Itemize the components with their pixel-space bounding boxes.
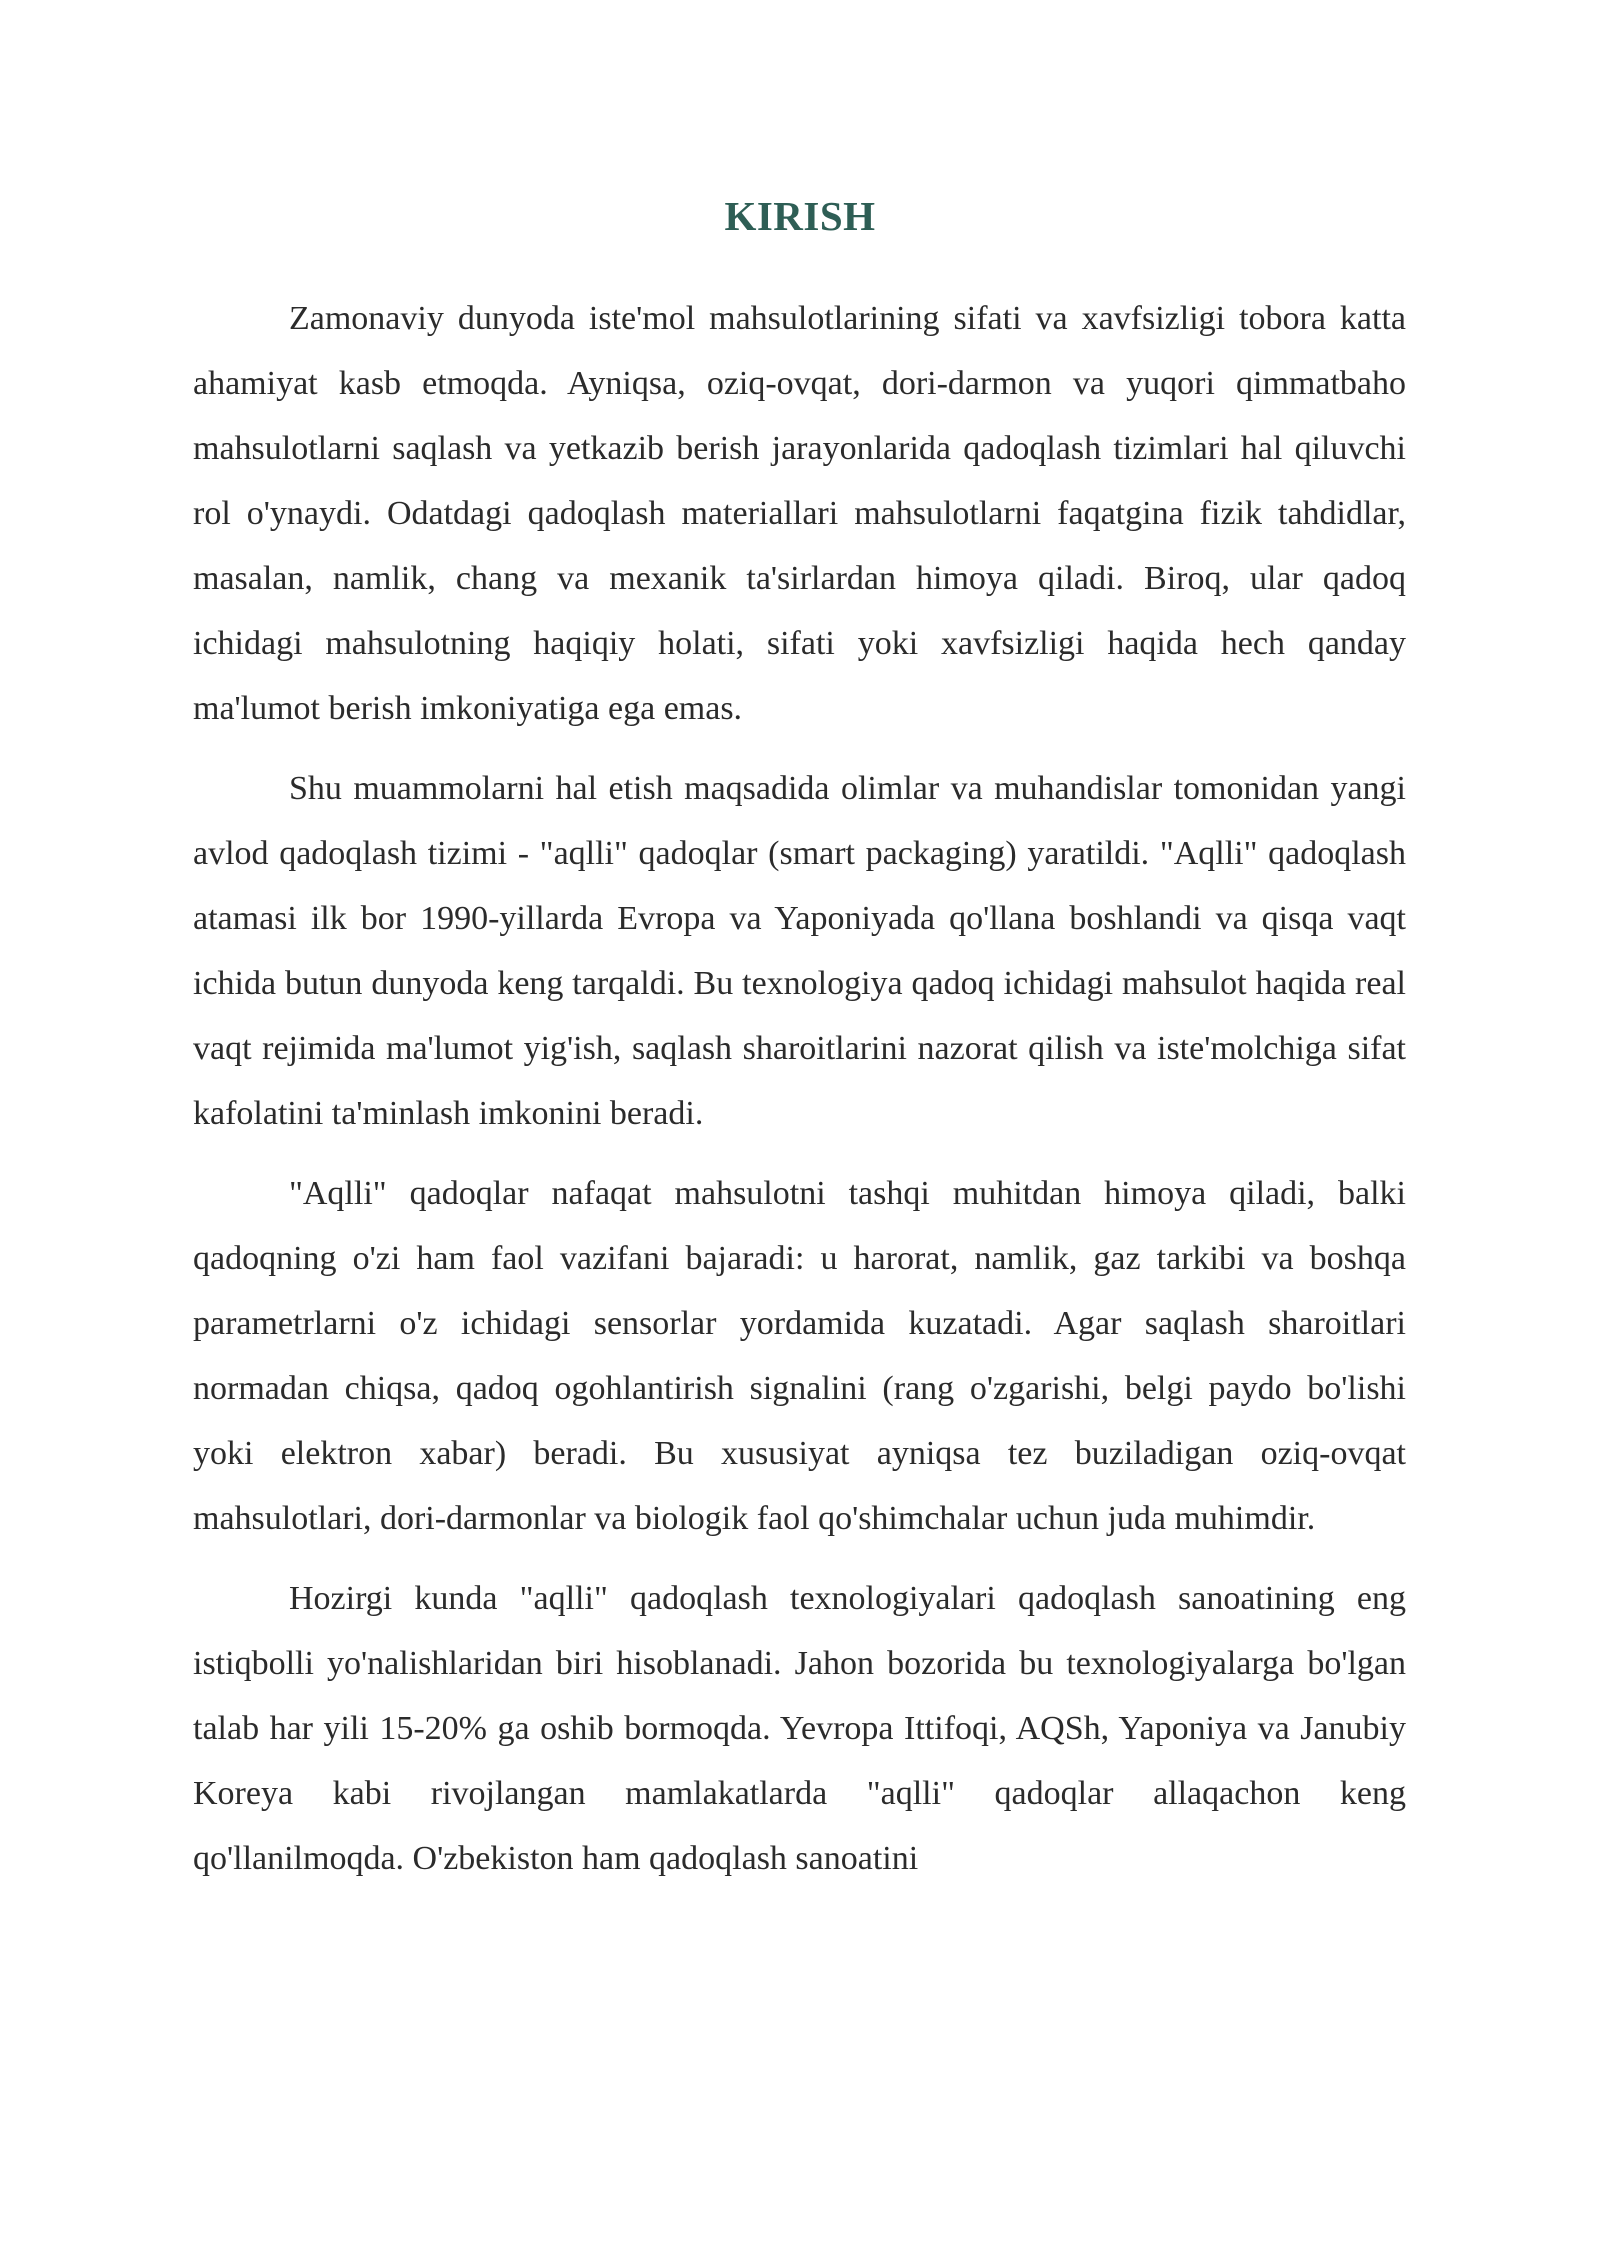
paragraph-2: Shu muammolarni hal etish maqsadida olimlar va muhandislar tomonidan yangi avlod qadoqlash tizimi - "aqlli" qadoqlar (smart packaging) yaratildi. "Aqlli" qadoqlash atamasi ilk bor 1990-yillarda Evropa va Yaponiyada qo'llana boshlandi va qisqa vaqt ichida butun dunyoda keng tarqaldi. Bu texnologiya qadoq ichidagi mahsulot haqida real vaqt rejimida ma'lumot yig'ish, saqlash sharoitlarini nazorat qilish va iste'molchiga sifat kafolatini ta'minlash imkonini beradi. [193, 770, 1406, 1132]
body-text [193, 286, 1406, 1906]
page-heading: KIRISH [724, 193, 876, 239]
paragraph-1: Zamonaviy dunyoda iste'mol mahsulotlarining sifati va xavfsizligi tobora katta ahamiyat kasb etmoqda. Ayniqsa, oziq-ovqat, dori-darmon va yuqori qimmatbaho mahsulotlarni saqlash va yetkazib berish jarayonlarida qadoqlash tizimlari hal qiluvchi rol o'ynaydi. Odatdagi qadoqlash materiallari mahsulotlarni faqatgina fizik tahdidlar, masalan, namlik, chang va mexanik ta'sirlardan himoya qiladi. Biroq, ular qadoq ichidagi mahsulotning haqiqiy holati, sifati yoki xavfsizligi haqida hech qanday ma'lumot berish imkoniyatiga ega emas. [193, 300, 1406, 727]
paragraph-4: Hozirgi kunda "aqlli" qadoqlash texnologiyalari qadoqlash sanoatining eng istiqbolli yo'nalishlaridan biri hisoblanadi. Jahon bozorida bu texnologiyalarga bo'lgan talab har yili 15-20% ga oshib bormoqda. Yevropa Ittifoqi, AQSh, Yaponiya va Janubiy Koreya kabi rivojlangan mamlakatlarda "aqlli" qadoqlar allaqachon keng qo'llanilmoqda. O'zbekiston ham qadoqlash sanoatini [193, 1580, 1406, 1877]
paragraph-3: "Aqlli" qadoqlar nafaqat mahsulotni tashqi muhitdan himoya qiladi, balki qadoqning o'zi ham faol vazifani bajaradi: u harorat, namlik, gaz tarkibi va boshqa parametrlarni o'z ichidagi sensorlar yordamida kuzatadi. Agar saqlash sharoitlari normadan chiqsa, qadoq ogohlantirish signalini (rang o'zgarishi, belgi paydo bo'lishi yoki elektron xabar) beradi. Bu xususiyat ayniqsa tez buziladigan oziq-ovqat mahsulotlari, dori-darmonlar va biologik faol qo'shimchalar uchun juda muhimdir. [193, 1175, 1406, 1537]
